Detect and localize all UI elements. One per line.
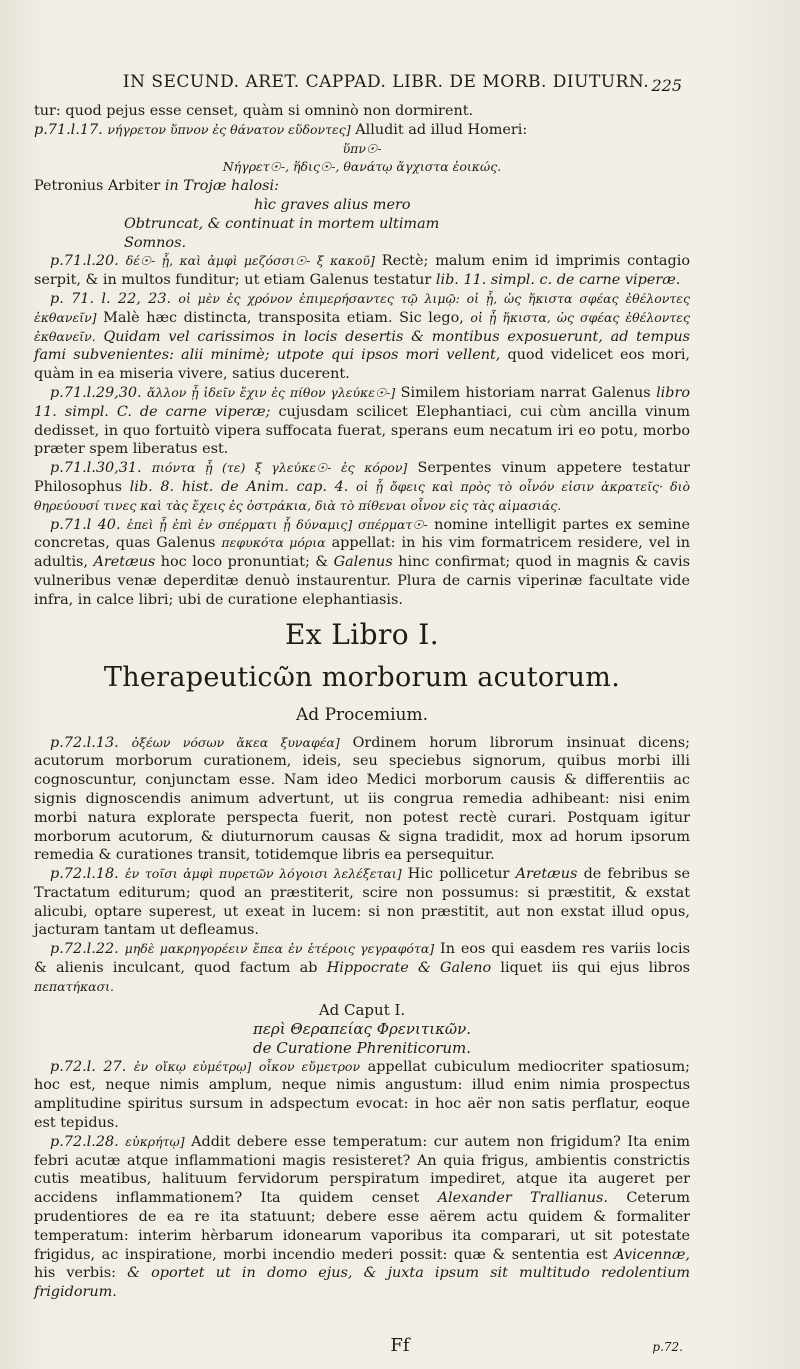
- italic-run: & oportet ut in domo ejus, & juxta ipsum sit multitudo redolentium frigidorum.: [34, 1265, 691, 1301]
- chapter-heading-greek: περὶ Θεραπείας Φρενιτικῶν.: [252, 1019, 472, 1038]
- italic-run: Quidam vel carissimos in locis desertis & montibus exposuerunt, ad tempus fami subvenientes: alii minimè; utpote qui ipsos mori vellent,: [34, 328, 690, 364]
- text-run: Alludit ad illud Homeri:: [355, 121, 528, 138]
- catchword: p.72.: [652, 1340, 683, 1354]
- reference: p.71.l.30,31.: [50, 460, 142, 477]
- greek-lemma: ἐν οἴκῳ εὐμέτρῳ]: [133, 1058, 252, 1074]
- note-paragraph: [34, 1058, 690, 1133]
- signature-mark: Ff: [390, 1335, 410, 1356]
- reference: p.71.l.29,30.: [50, 384, 142, 401]
- greek-run: πεφυκότα μόρια: [221, 535, 326, 551]
- italic-run: in Trojæ halosi:: [164, 178, 279, 195]
- text-run: nomine intelligit partes ex semine concretas, quas Galenus: [34, 516, 690, 552]
- note-paragraph: [34, 940, 690, 996]
- greek-lemma: ὀξέων νόσων ἄκεα ξυναφέα]: [131, 734, 340, 750]
- verse-line: hìc graves alius mero: [254, 196, 411, 213]
- italic-run: Aretæus: [515, 866, 578, 883]
- text-run: tur: quod pejus esse censet, quàm si omninò non dormirent.: [34, 103, 474, 119]
- text-run: Ceterum prudentiores de ea re ita statuunt; debere esse aërem actu quidem & formaliter temperatum: interim hèrbarum idonearum vaporibus ita comparari, ut sit potestate frigidus, ac inspiratione, morbi incendio mederi possit: quæ & sententia est: [34, 1190, 690, 1263]
- text-run: appellat cubiculum mediocriter spatiosum; hoc est, neque nimis amplum, neque nimis angustum: illud enim nimia prospectus amplitudine spiritus sursum in adspectum evocat: in hoc aër non satis perflatur, eoque est tepidus.: [34, 1058, 691, 1132]
- greek-run: οἱ ᾗ ἥκιστα, ὡς σφέας ἐθέλοντες ἐκθανεῖν.: [34, 309, 691, 344]
- italic-run: lib. 8. hist. de Anim. cap. 4.: [129, 478, 349, 495]
- greek-lemma: νήγρετον ὕπνον ἐς θάνατον εὕδοντες]: [107, 121, 351, 137]
- chapter-heading-latin: de Curatione Phreniticorum.: [253, 1038, 471, 1057]
- text-run: Rectè; malum enim id imprimis contagio serpit, & in multos funditur; ut etiam Galenus testatur: [34, 253, 690, 289]
- note-paragraph: [34, 865, 690, 940]
- italic-run: lib. 11. simpl. c. de carne viperæ.: [435, 272, 681, 289]
- text-run: Addit debere esse temperatum: cur autem non frigidum? Ita enim febri acutæ atque inflammationi magis resisteret? An quia frigus, ambientis constrictis cutis meatibus, halituum fervidorum perspiratum impediret, atque ita augeret per accidens inflammationem? Ita quidem censet: [34, 1133, 690, 1207]
- note-paragraph: [34, 734, 690, 866]
- greek-lemma: ἐν τοῖσι ἀμφὶ πυρετῶν λόγοισι λελέξεται]: [124, 866, 402, 882]
- note-paragraph: [34, 384, 690, 459]
- italic-run: Hippocrate & Galeno: [326, 960, 492, 977]
- reference: p. 71. l. 22, 23.: [50, 290, 172, 307]
- greek-lemma: οἱ μὲν ἐς χρόνον ἐπιμερήσαντες τῷ λιμῷ: οἱ ᾗ, ὡς ἥκιστα σφέας ἐθέλοντες ἐκθανεῖν]: [34, 290, 690, 325]
- reference: p.72.l.28.: [50, 1133, 119, 1150]
- book-title-heading: Therapeuticῶn morborum acutorum.: [103, 661, 621, 693]
- greek-lemma: ἐπεὶ ᾗ ἐπὶ ἐν σπέρματι ᾗ δύναμις] σπέρματ☉-: [126, 516, 428, 532]
- italic-run: Avicennæ,: [614, 1246, 690, 1263]
- text-run: hoc loco pronuntiat; &: [160, 554, 329, 571]
- paragraph: [34, 102, 690, 121]
- text-run: Petronius Arbiter: [34, 178, 161, 195]
- subsection-heading: Ad Procemium.: [296, 704, 428, 725]
- greek-run: οἶκον εὔμετρον: [258, 1058, 361, 1074]
- page-number: 225: [651, 76, 682, 95]
- italic-run: libro 11. simpl. C. de carne viperæ;: [34, 384, 691, 420]
- text-run: appellat: in his vim formatricem residere, vel in adultis,: [34, 535, 690, 571]
- chapter-heading: Ad Caput I.: [318, 1000, 406, 1019]
- text-run: quod videlicet eos mori, quàm in ea miseria vivere, satius ducerent.: [34, 347, 691, 383]
- note-paragraph: [34, 121, 690, 140]
- greek-run: οἱ ᾗ ὄφεις καὶ πρὸς τὸ οἶνόν εἰσιν ἀκρατεῖς· διὸ θηρεύουσί τινες καὶ τὰς ἔχεις ἐς ὀστράκια, διὰ τὸ πίθεναι οἶνον εἰς τὰς αἱμασιάς.: [34, 478, 690, 513]
- text-run: Serpentes vinum appetere testatur Philosophus: [34, 460, 691, 495]
- italic-run: Alexander Trallianus.: [437, 1190, 609, 1207]
- text-run: cujusdam scilicet Elephantiaci, cui cùm ancilla vinum dedisset, in quo fortuitò vipera suffocata fuerat, sperans eum necatum iri eo potu, morbo præter spem liberatus est.: [34, 403, 690, 458]
- text-run: Malè hæc distincta, transposita etiam. Sic lego,: [103, 309, 464, 326]
- greek-line: ὕπν☉-: [342, 140, 382, 156]
- text-run: de febribus se Tractatum editurum; quod an præstiterit, scire non possumus: si præstitit, & exstat alicubi, optare superest, ut exeat in lucem: si non præstitit, aut non exstat illud opus, jacturam tantam ut defleamus.: [34, 866, 691, 939]
- section-heading: Ex Libro I.: [284, 617, 440, 651]
- note-paragraph: [34, 459, 690, 515]
- verse-line: Obtruncat, & continuat in mortem ultimam: [124, 215, 440, 232]
- note-paragraph: [34, 290, 690, 384]
- greek-lemma: μηδὲ μακρηγορέειν ἔπεα ἐν ἑτέροις γεγραφότα]: [124, 941, 435, 957]
- text-run: Ordinem horum librorum insinuat dicens; acutorum morborum curationem, ideis, seu speciebus signorum, quibus morbi illi cognoscuntur, conjunctam esse. Nam ideo Medici morborum causis & differentiis ac signis dignoscendis animum advertunt, ut iis congrua remedia adhibeant: nisi enim morbi natura explorate perspecta fuerit, non potest rectè curari. Postquam igitur morborum acutorum, & diuturnorum causas & signa tradidit, mox ad horum ipsorum remedia & curationes transit, totidemque libris ea persequitur.: [34, 734, 690, 864]
- note-paragraph: [34, 516, 690, 610]
- greek-lemma: πιόντα ᾗ (τε) ξ γλεύκε☉- ἐς κόρον]: [151, 460, 408, 476]
- reference: p.71.l.17.: [34, 121, 103, 138]
- greek-lemma: δέ☉- ᾗ, καὶ ἀμφὶ μεζόσσι☉- ξ κακοῦ]: [125, 253, 375, 269]
- text-run: Hic pollicetur: [407, 866, 510, 883]
- italic-run: Aretæus: [93, 554, 156, 571]
- text-run: liquet iis qui ejus libros: [500, 960, 691, 977]
- running-head-title: IN SECUND. ARET. CAPPAD. LIBR. DE MORB. DIUTURN.: [122, 72, 650, 92]
- text-run: Similem historiam narrat Galenus: [400, 384, 651, 401]
- text-run: his verbis:: [34, 1265, 116, 1282]
- greek-line: Νήγρετ☉-, ἥδις☉-, θανάτῳ ἄγχιστα ἐοικώς.: [222, 159, 502, 175]
- page-body: [34, 102, 690, 1302]
- greek-lemma: ἄλλον ᾗ ἰδεῖν ἔχιν ἐς πίθον γλεύκε☉-]: [147, 384, 396, 400]
- reference: p.72.l.18.: [50, 866, 119, 883]
- reference: p.72.l. 27.: [50, 1058, 127, 1075]
- text-run: hinc confirmat; quod in magnis & cavis vulneribus venæ deperditæ denuò instaurentur. Plura de carnis viperinæ facultate vide infra, in calce libri; ubi de curatione elephantiasis.: [34, 554, 691, 608]
- reference: p.72.l.13.: [50, 734, 119, 751]
- reference: p.71.l.20.: [50, 253, 119, 270]
- reference: p.71.l 40.: [50, 516, 121, 533]
- paragraph: [34, 177, 690, 196]
- note-paragraph: [34, 1133, 690, 1302]
- reference: p.72.l.22.: [50, 941, 119, 958]
- text-run: In eos qui easdem res variis locis & alienis inculcant, quod factum ab: [34, 941, 690, 977]
- verse-line: Somnos.: [124, 234, 187, 251]
- greek-run: πεπατήκασι.: [34, 978, 115, 994]
- italic-run: Galenus: [333, 554, 393, 571]
- greek-lemma: εὐκρήτῳ]: [125, 1133, 185, 1149]
- note-paragraph: [34, 252, 690, 290]
